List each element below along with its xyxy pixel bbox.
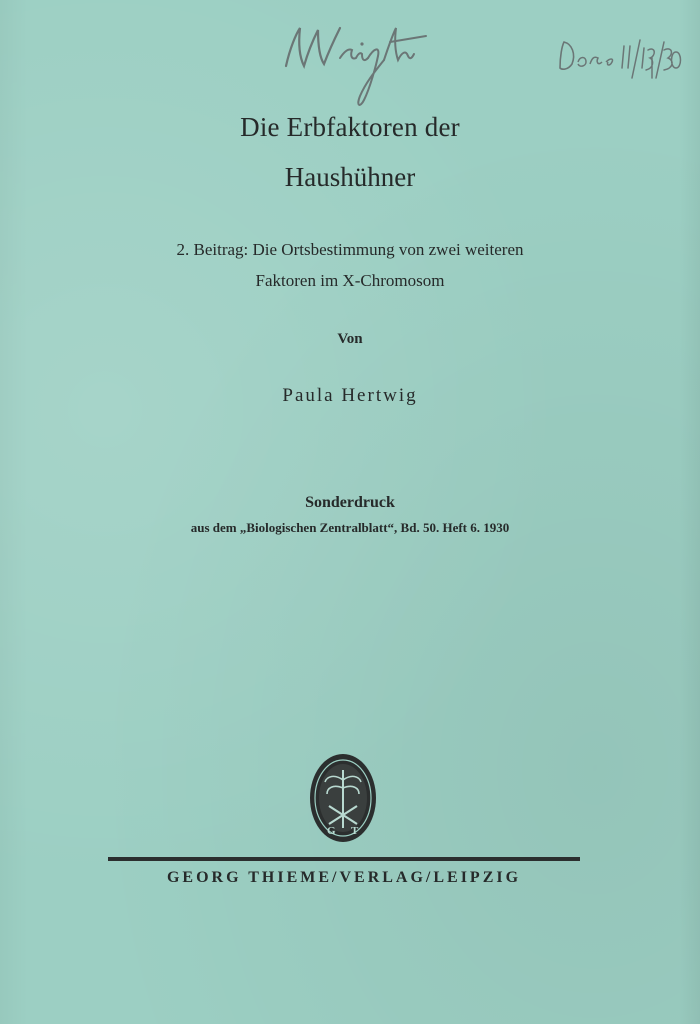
subtitle-line-1: 2. Beitrag: Die Ortsbestimmung von zwei weiteren [176, 240, 524, 259]
byline-von: Von [337, 331, 363, 347]
handwritten-date-note [556, 34, 684, 86]
author-name: Paula Hertwig [282, 385, 418, 406]
publisher-divider [108, 857, 580, 861]
title-line-1: Die Erbfaktoren der [240, 112, 460, 142]
handwritten-signature [278, 18, 428, 113]
title-line-2: Haushühner [284, 162, 416, 192]
svg-text:G: G [327, 825, 336, 837]
svg-text:T: T [351, 825, 359, 837]
reprint-label: Sonderdruck [305, 494, 395, 511]
reprint-source: aus dem „Biologischen Zentralblatt“, Bd. 50. Heft 6. 1930 [190, 520, 510, 535]
publisher-emblem-icon [307, 750, 379, 846]
subtitle-line-2: Faktoren im X-Chromosom [255, 271, 445, 290]
publisher-name: GEORG THIEME/VERLAG/LEIPZIG [166, 869, 522, 886]
